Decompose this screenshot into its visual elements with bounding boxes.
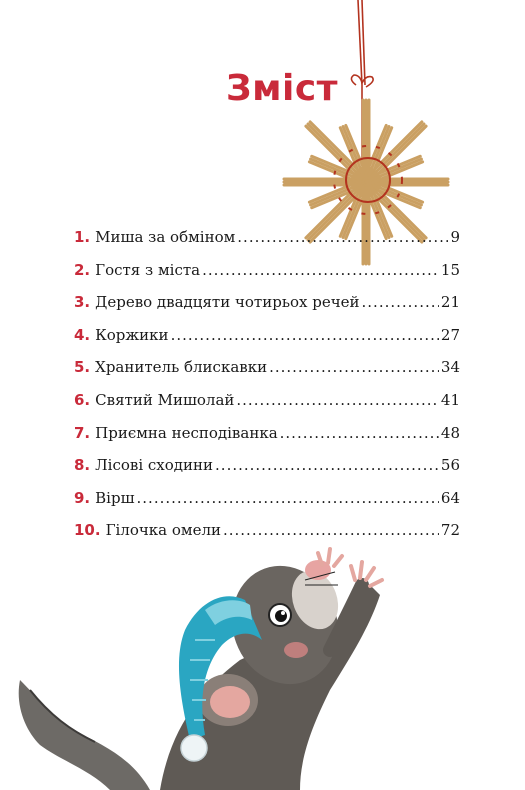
toc-entry-number: 9. <box>74 488 91 507</box>
toc-leader-dots <box>137 489 439 507</box>
toc-entry-page: 48 <box>440 423 460 442</box>
toc-entry-title: Святий Мишолай <box>95 390 235 409</box>
toc-entry-number: 6. <box>74 390 91 409</box>
toc-entry-number: 10. <box>74 521 101 540</box>
toc-entry-page: 72 <box>440 521 460 540</box>
toc-entry[interactable] <box>74 521 460 554</box>
toc-entry-page: 27 <box>440 325 460 344</box>
toc-entry-title: Вірш <box>95 488 135 507</box>
toc-entry-page: 64 <box>440 488 460 507</box>
toc-entry-number: 1. <box>74 228 91 246</box>
toc-leader-dots <box>171 326 439 344</box>
toc-entry-title: Коржики <box>95 325 169 344</box>
toc-leader-dots <box>362 293 439 311</box>
toc-entry-number: 2. <box>74 260 91 279</box>
toc-leader-dots <box>280 424 439 442</box>
toc-entry[interactable] <box>74 489 460 522</box>
toc-entry-number: 3. <box>74 293 91 312</box>
toc-leader-dots <box>236 391 439 409</box>
toc-entry-title: Дерево двадцяти чотирьох речей <box>95 293 360 312</box>
toc-entry-page: 34 <box>440 358 460 377</box>
toc-entry[interactable] <box>74 261 460 294</box>
toc-entry-number: 4. <box>74 325 91 344</box>
toc-entry-number: 5. <box>74 358 91 377</box>
toc-entry[interactable] <box>74 326 460 359</box>
toc-entry[interactable] <box>74 424 460 457</box>
toc-entry-title: Хранитель блискавки <box>95 358 268 377</box>
toc-entry-number: 8. <box>74 456 91 475</box>
toc-entry-number: 7. <box>74 423 91 442</box>
toc-entry[interactable] <box>74 293 460 326</box>
toc-entry[interactable] <box>74 456 460 489</box>
toc-entry-page: 41 <box>440 390 460 409</box>
toc-entry-title: Приємна несподіванка <box>95 423 278 442</box>
toc-leader-dots <box>269 358 439 376</box>
toc-entry-page: 9 <box>450 228 460 246</box>
toc-leader-dots <box>215 456 439 474</box>
toc-leader-dots <box>237 228 448 246</box>
toc-leader-dots <box>202 261 439 279</box>
toc-entry-page: 21 <box>440 293 460 312</box>
page-title: Зміст <box>226 68 339 109</box>
table-of-contents <box>74 228 460 554</box>
toc-entry[interactable] <box>74 228 460 261</box>
toc-entry-title: Гілочка омели <box>105 521 221 540</box>
toc-entry-title: Лісові сходини <box>95 456 214 475</box>
toc-entry-title: Гостя з міста <box>95 260 201 279</box>
toc-entry-page: 56 <box>440 456 460 475</box>
toc-entry[interactable] <box>74 391 460 424</box>
toc-entry-title: Миша за обміном <box>95 228 236 246</box>
toc-entry-page: 15 <box>440 260 460 279</box>
toc-leader-dots <box>223 521 439 539</box>
toc-entry[interactable] <box>74 358 460 391</box>
